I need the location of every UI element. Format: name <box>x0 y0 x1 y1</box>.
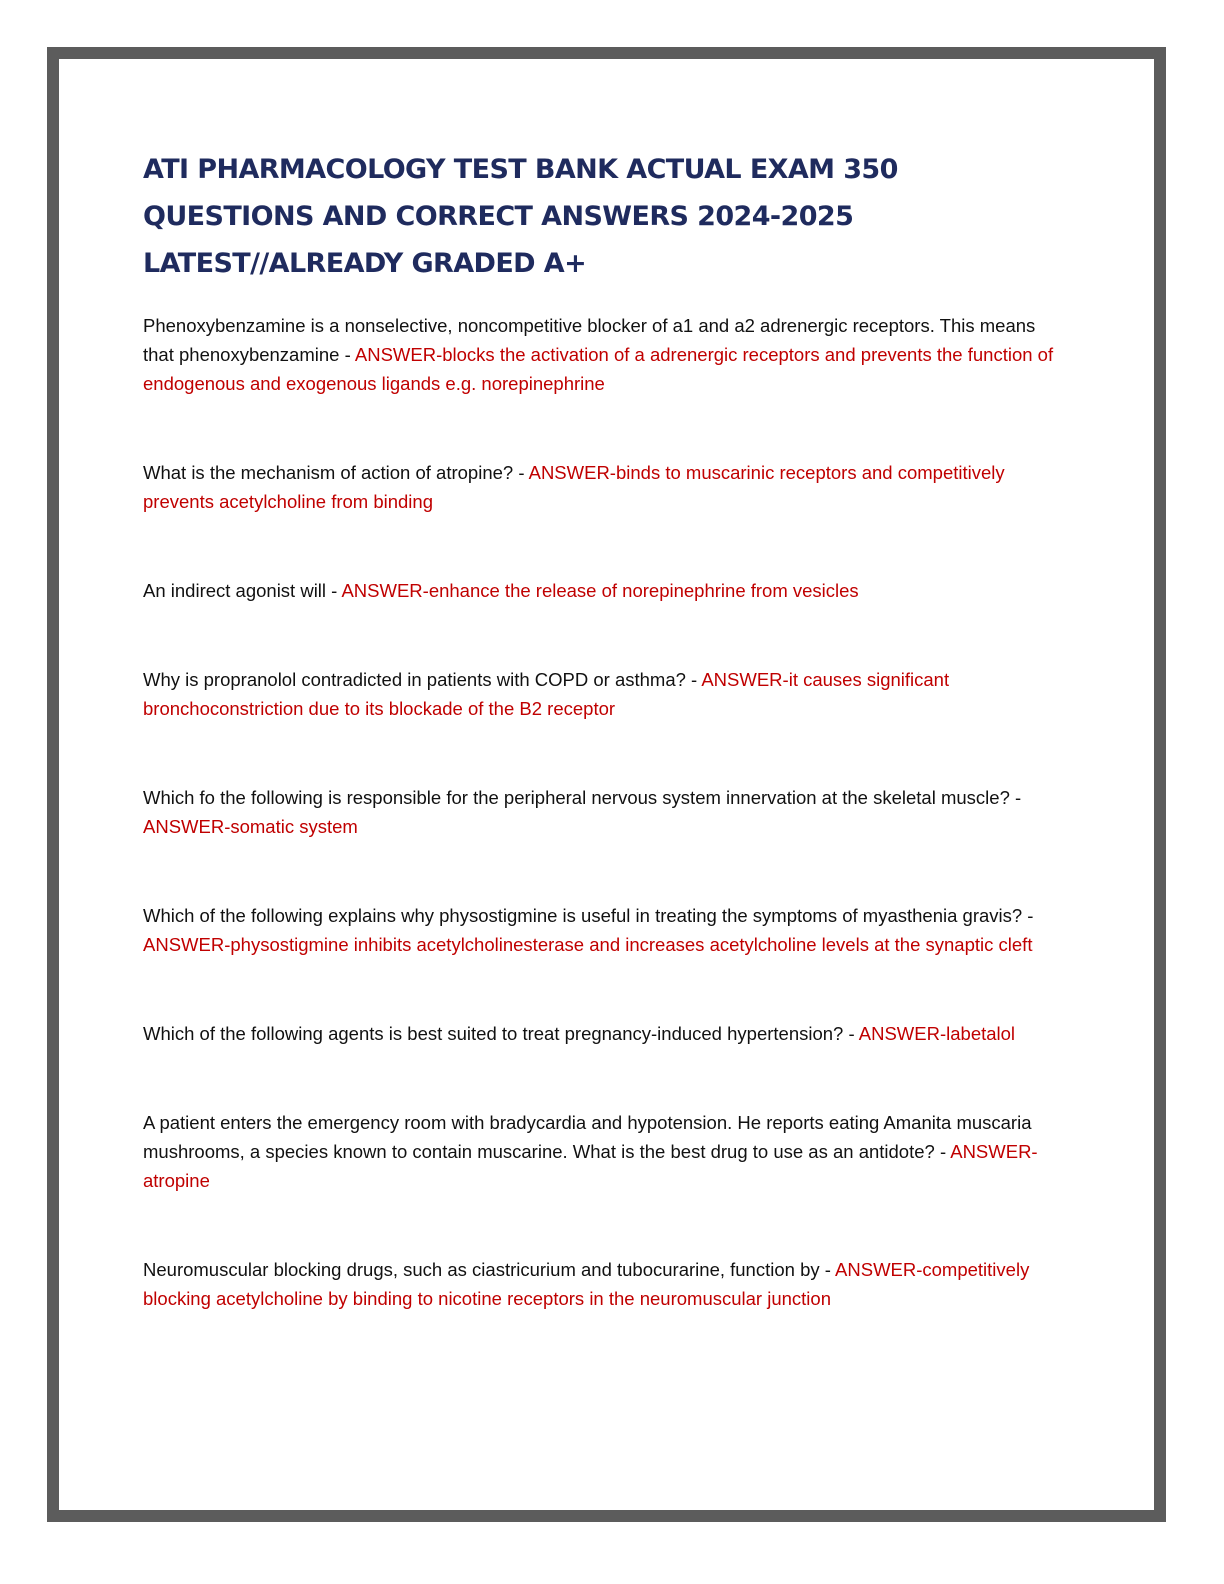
question-text: Which fo the following is responsible for the peripheral nervous system innervation at the skeletal muscle? - <box>143 787 1022 808</box>
answer-text: ANSWER-enhance the release of norepinephrine from vesicles <box>341 580 859 601</box>
answer-text: ANSWER-competitively blocking acetylcholine by binding to nicotine receptors in the neuromuscular junction <box>143 1259 1030 1309</box>
answer-text: ANSWER-blocks the activation of a adrenergic receptors and prevents the function of endogenous and exogenous ligands e.g. norepinephrine <box>143 344 1054 394</box>
question-text: Which of the following explains why physostigmine is useful in treating the symptoms of myasthenia gravis? - <box>143 905 1034 926</box>
answer-text: ANSWER-labetalol <box>858 1023 1016 1044</box>
question-text: Why is propranolol contradicted in patients with COPD or asthma? - <box>143 669 702 690</box>
answer-text: ANSWER-atropine <box>143 1141 1038 1191</box>
qa-item <box>143 1019 1063 1048</box>
qa-item <box>143 901 1063 959</box>
qa-item <box>143 576 1063 605</box>
qa-item <box>143 311 1063 398</box>
title-line-2: QUESTIONS AND CORRECT ANSWERS 2024-2025 <box>143 201 854 232</box>
question-text: A patient enters the emergency room with bradycardia and hypotension. He reports eating Amanita muscaria mushrooms, a species known to contain muscarine. What is the best drug to use as an antidote? - <box>143 1112 1032 1162</box>
title-line-3: LATEST//ALREADY GRADED A+ <box>143 248 587 279</box>
question-text: Phenoxybenzamine is a nonselective, noncompetitive blocker of a1 and a2 adrenergic receptors. This means that phenoxybenzamine - <box>143 315 1036 365</box>
answer-text: ANSWER-it causes significant bronchoconstriction due to its blockade of the B2 receptor <box>143 669 950 719</box>
qa-item <box>143 458 1063 516</box>
question-text: An indirect agonist will - <box>143 580 342 601</box>
answer-text: ANSWER-physostigmine inhibits acetylcholinesterase and increases acetylcholine levels at the synaptic cleft <box>143 934 1033 955</box>
qa-item <box>143 665 1063 723</box>
title-line-1: ATI PHARMACOLOGY TEST BANK ACTUAL EXAM 350 <box>143 154 898 185</box>
document-content <box>143 146 1063 1313</box>
answer-text: ANSWER-somatic system <box>143 816 358 837</box>
qa-item <box>143 783 1063 841</box>
question-text: What is the mechanism of action of atropine? - <box>143 462 529 483</box>
qa-item <box>143 1255 1063 1313</box>
qa-list <box>143 311 1063 1313</box>
document-title <box>143 146 1063 287</box>
question-text: Neuromuscular blocking drugs, such as ciastricurium and tubocurarine, function by - <box>143 1259 836 1280</box>
answer-text: ANSWER-binds to muscarinic receptors and competitively prevents acetylcholine from binding <box>143 462 1005 512</box>
question-text: Which of the following agents is best suited to treat pregnancy-induced hypertension? - <box>143 1023 859 1044</box>
qa-item <box>143 1108 1063 1195</box>
